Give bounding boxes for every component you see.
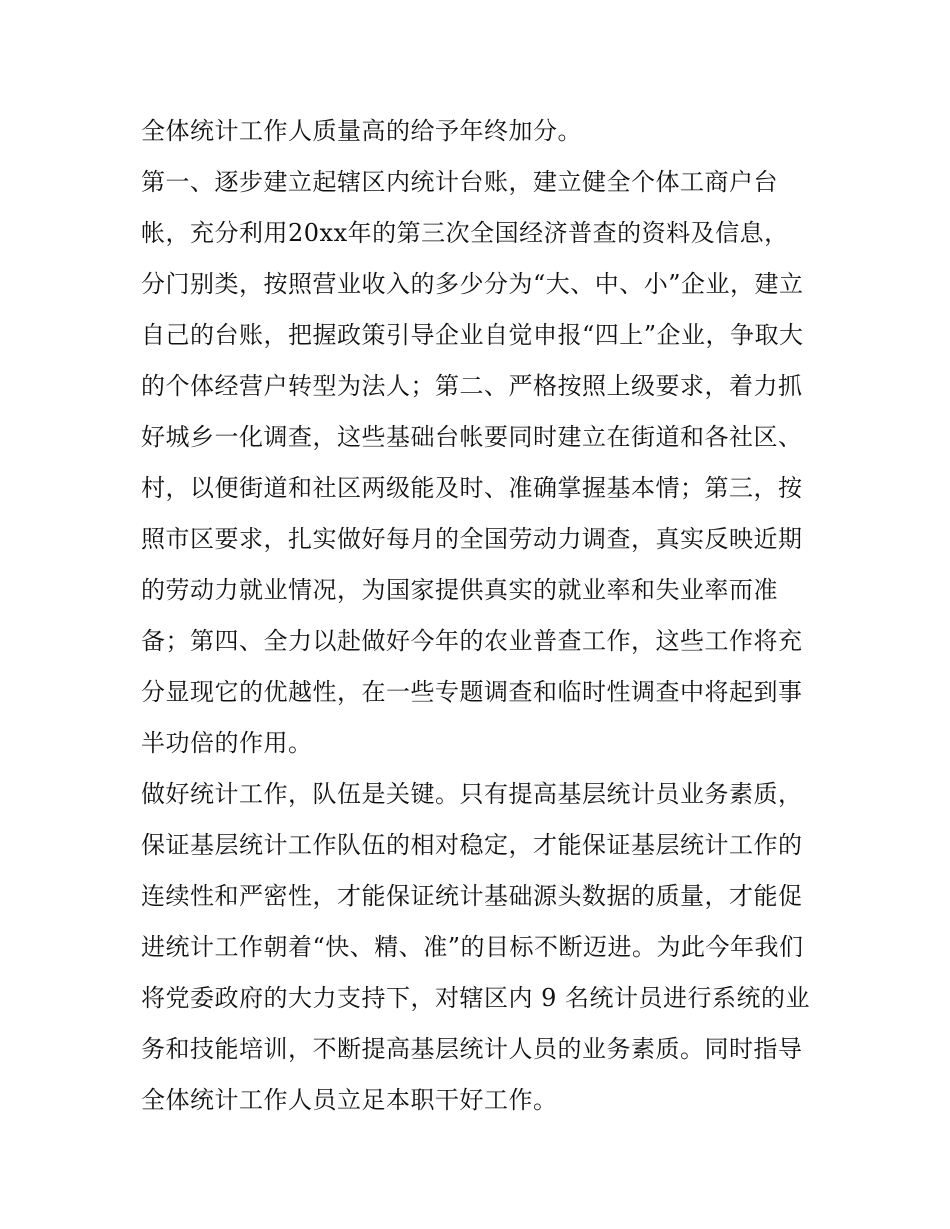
text-line-15: 保证基层统计工作队伍的相对稳定，才能保证基层统计工作的 xyxy=(141,831,803,859)
text-line-13: 半功倍的作用。 xyxy=(141,729,313,757)
document-body xyxy=(141,106,821,1126)
text-line-16: 连续性和严密性，才能保证统计基础源头数据的质量，才能促 xyxy=(141,882,803,910)
text-line-14: 做好统计工作，队伍是关键。只有提高基层统计员业务素质， xyxy=(141,780,803,808)
text-line-17: 进统计工作朝着“快、精、准”的目标不断迈进。为此今年我们 xyxy=(141,933,804,961)
text-line-4: 分门别类，按照营业收入的多少分为“大、中、小”企业，建立 xyxy=(141,270,804,298)
text-line-8: 村，以便街道和社区两级能及时、准确掌握基本情；第三，按 xyxy=(141,474,803,502)
text-line-5: 自己的台账，把握政策引导企业自觉申报“四上”企业，争取大 xyxy=(141,321,804,349)
text-line-3: 帐，充分利用20xx年的第三次全国经济普查的资料及信息， xyxy=(141,219,789,247)
text-line-19: 务和技能培训，不断提高基层统计人员的业务素质。同时指导 xyxy=(141,1035,803,1063)
text-line-10: 的劳动力就业情况，为国家提供真实的就业率和失业率而准 xyxy=(141,576,778,604)
text-line-7: 好城乡一化调查，这些基础台帐要同时建立在街道和各社区、 xyxy=(141,423,803,451)
text-line-2: 第一、逐步建立起辖区内统计台账，建立健全个体工商户台 xyxy=(141,168,778,196)
text-line-11: 备；第四、全力以赴做好今年的农业普查工作，这些工作将充 xyxy=(141,627,803,655)
text-line-20: 全体统计工作人员立足本职干好工作。 xyxy=(141,1086,558,1114)
text-line-9: 照市区要求，扎实做好每月的全国劳动力调查，真实反映近期 xyxy=(141,525,803,553)
text-line-18: 将党委政府的大力支持下，对辖区内 9 名统计员进行系统的业 xyxy=(141,984,811,1012)
text-line-12: 分显现它的优越性，在一些专题调查和临时性调查中将起到事 xyxy=(141,678,803,706)
text-line-1: 全体统计工作人质量高的给予年终加分。 xyxy=(141,117,582,145)
text-line-6: 的个体经营户转型为法人；第二、严格按照上级要求，着力抓 xyxy=(141,372,803,400)
